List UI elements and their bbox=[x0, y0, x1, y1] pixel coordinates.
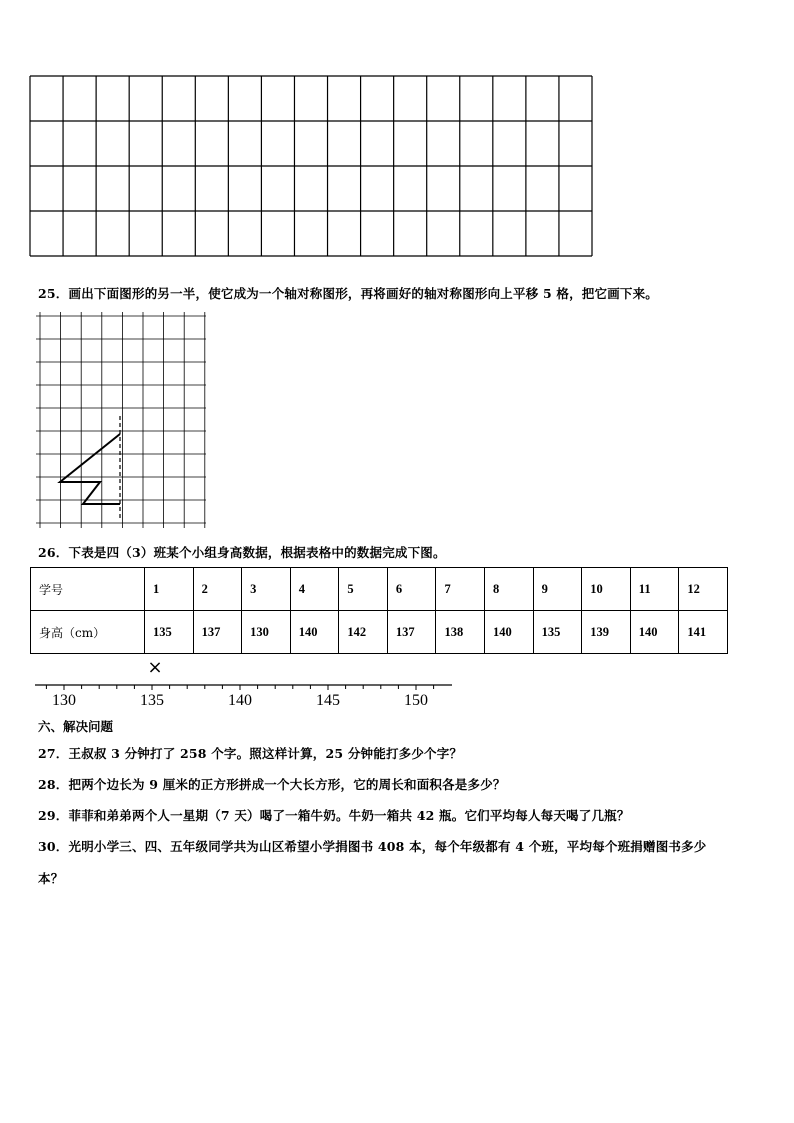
student-id-cell: 9 bbox=[533, 568, 582, 611]
number-line-label: 135 bbox=[140, 692, 164, 709]
height-cell: 135 bbox=[145, 611, 194, 654]
student-id-cell: 12 bbox=[679, 568, 728, 611]
height-header: 身高（cm） bbox=[31, 611, 145, 654]
question-29: 29．菲菲和弟弟两个人一星期（7 天）喝了一箱牛奶。牛奶一箱共 42 瓶。它们平均每人每天喝了几瓶？ bbox=[38, 808, 630, 823]
height-number-line bbox=[30, 655, 460, 710]
height-data-table bbox=[30, 567, 728, 654]
student-id-cell: 4 bbox=[290, 568, 339, 611]
student-id-cell: 2 bbox=[193, 568, 242, 611]
student-id-cell: 11 bbox=[630, 568, 679, 611]
student-id-cell: 6 bbox=[387, 568, 436, 611]
question-27: 27．王叔叔 3 分钟打了 258 个字。照这样计算，25 分钟能打多少个字？ bbox=[38, 746, 463, 761]
height-cell: 142 bbox=[339, 611, 388, 654]
number-line-label: 130 bbox=[52, 692, 76, 709]
student-id-cell: 3 bbox=[242, 568, 291, 611]
height-cell: 139 bbox=[582, 611, 631, 654]
writing-grid bbox=[29, 75, 593, 257]
student-id-header: 学号 bbox=[31, 568, 145, 611]
student-id-cell: 5 bbox=[339, 568, 388, 611]
student-id-cell: 8 bbox=[485, 568, 534, 611]
height-cell: 130 bbox=[242, 611, 291, 654]
table-row bbox=[31, 611, 728, 654]
number-line-label: 140 bbox=[228, 692, 252, 709]
height-cell: 140 bbox=[485, 611, 534, 654]
student-id-cell: 7 bbox=[436, 568, 485, 611]
student-id-cell: 1 bbox=[145, 568, 194, 611]
question-26: 26．下表是四（3）班某个小组身高数据，根据表格中的数据完成下图。 bbox=[38, 545, 446, 560]
height-cell: 137 bbox=[193, 611, 242, 654]
number-line-label: 145 bbox=[316, 692, 340, 709]
height-cell: 138 bbox=[436, 611, 485, 654]
number-line-label: 150 bbox=[404, 692, 428, 709]
student-id-cell: 10 bbox=[582, 568, 631, 611]
question-28: 28．把两个边长为 9 厘米的正方形拼成一个大长方形，它的周长和面积各是多少？ bbox=[38, 777, 506, 792]
table-row bbox=[31, 568, 728, 611]
height-cell: 137 bbox=[387, 611, 436, 654]
data-point-mark: × bbox=[147, 657, 163, 678]
question-25: 25．画出下面图形的另一半，使它成为一个轴对称图形，再将画好的轴对称图形向上平移 5 格，把它画下来。 bbox=[38, 286, 658, 301]
height-cell: 140 bbox=[630, 611, 679, 654]
height-cell: 135 bbox=[533, 611, 582, 654]
height-cell: 141 bbox=[679, 611, 728, 654]
question-30-continued: 本？ bbox=[38, 871, 64, 886]
half-shape bbox=[60, 434, 120, 504]
height-cell: 140 bbox=[290, 611, 339, 654]
symmetry-grid-figure bbox=[36, 312, 208, 530]
question-30: 30．光明小学三、四、五年级同学共为山区希望小学捐图书 408 本，每个年级都有 4 个班，平均每个班捐赠图书多少 bbox=[38, 839, 707, 854]
section-title: 六、解决问题 bbox=[38, 719, 114, 734]
